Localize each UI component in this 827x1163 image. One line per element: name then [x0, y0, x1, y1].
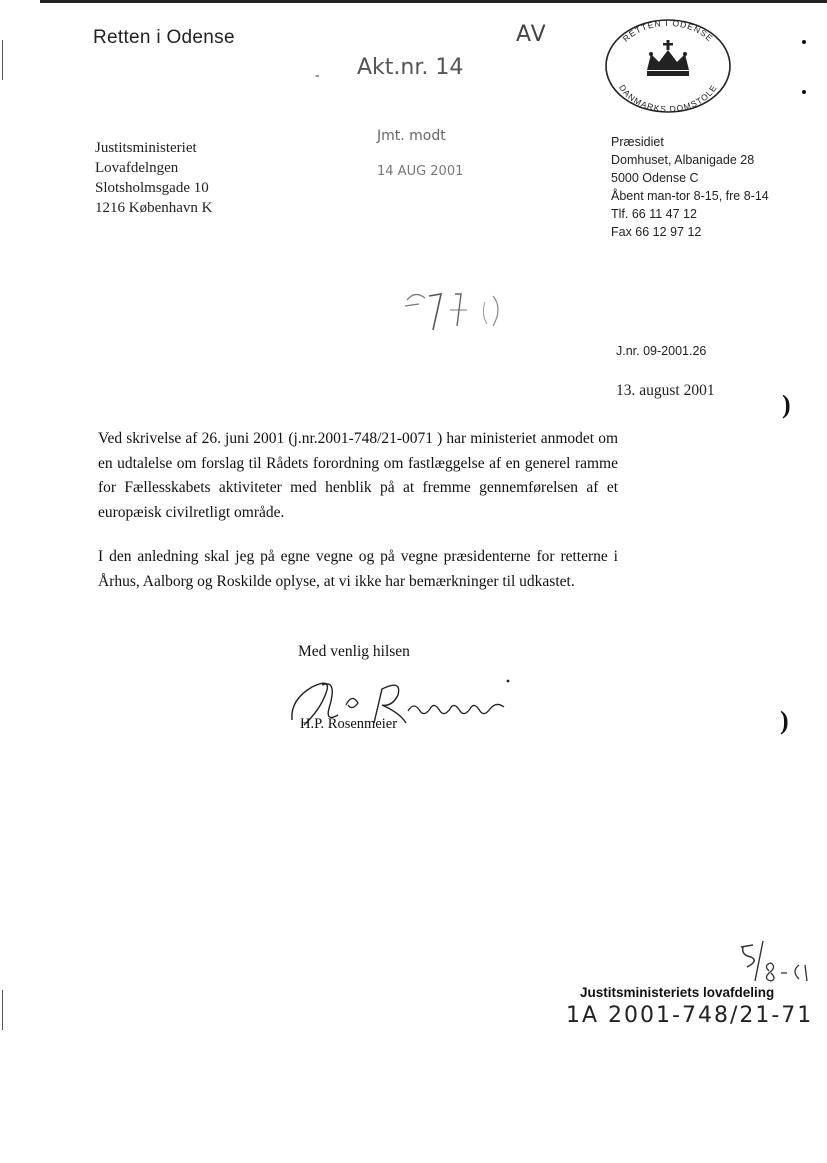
signer-name: H.P. Rosenmeier	[300, 716, 398, 732]
scan-edge-mark: )	[780, 706, 789, 735]
department-stamp: Justitsministeriets lovafdeling	[580, 985, 775, 1000]
sender-line: Præsidiet	[611, 135, 664, 149]
crown-icon	[647, 40, 689, 76]
recipient-line: Lovafdelngen	[95, 160, 179, 176]
received-stamp-label: Jmt. modt	[377, 128, 446, 144]
recipient-line: 1216 København K	[95, 200, 213, 216]
scan-mark: -	[315, 68, 320, 83]
sender-line: Åbent man-tor 8-15, fre 8-14	[611, 189, 769, 203]
court-name: Retten i Odense	[93, 27, 235, 48]
letter-paragraph-2: I den anledning skal jeg på egne vegne og på vegne præsidenterne for retterne i Århus, Aalborg og Roskilde oplyse, at vi ikke har bemærkninger til udkastet.	[98, 548, 618, 590]
seal-text-top: RETTEN I ODENSE	[620, 17, 716, 44]
letter-paragraph-1: Ved skrivelse af 26. juni 2001 (j.nr.2001-748/21-0071 ) har ministeriet anmodet om en udtalelse om forslag til Rådets forordning om fastlæggelse af en generel ramme for Fællesskabets aktiviteter med henblik på at fremme gennemførelsen af et europæisk civilretligt område.	[98, 430, 618, 521]
scan-edge-mark	[2, 40, 3, 80]
handwritten-date-note	[733, 935, 813, 985]
court-seal-stamp	[603, 16, 733, 116]
handwritten-scribble	[395, 280, 515, 350]
sender-line: Fax 66 12 97 12	[611, 225, 702, 239]
sender-line: Domhuset, Albanigade 28	[611, 153, 755, 167]
svg-text:RETTEN I ODENSE	[621, 18, 716, 44]
case-number-stamp: Akt.nr. 14	[357, 55, 464, 80]
received-stamp-date: 14 AUG 2001	[377, 164, 464, 179]
letter-date: 13. august 2001	[616, 382, 715, 399]
scan-dot	[802, 90, 806, 94]
scan-edge-mark: )	[782, 390, 791, 419]
sender-address	[611, 133, 769, 241]
journal-number: J.nr. 09-2001.26	[616, 344, 707, 358]
svg-text:DANMARKS DOMSTOLE	[617, 83, 719, 114]
handwritten-signature	[282, 665, 522, 745]
sender-line: Tlf. 66 11 47 12	[611, 207, 697, 221]
handwritten-reference: 1A 2001-748/21-71	[566, 1003, 814, 1028]
sender-line: 5000 Odense C	[611, 171, 699, 185]
handwritten-initials: AV	[516, 22, 547, 47]
recipient-line: Slotsholmsgade 10	[95, 180, 209, 196]
seal-text-bottom: DANMARKS DOMSTOLE	[617, 82, 719, 115]
recipient-address	[95, 138, 212, 218]
scan-edge-mark	[2, 990, 3, 1030]
scan-dot	[802, 40, 806, 44]
top-edge-line	[40, 0, 827, 3]
recipient-line: Justitsministeriet	[95, 140, 197, 156]
closing-greeting: Med venlig hilsen	[298, 643, 410, 660]
